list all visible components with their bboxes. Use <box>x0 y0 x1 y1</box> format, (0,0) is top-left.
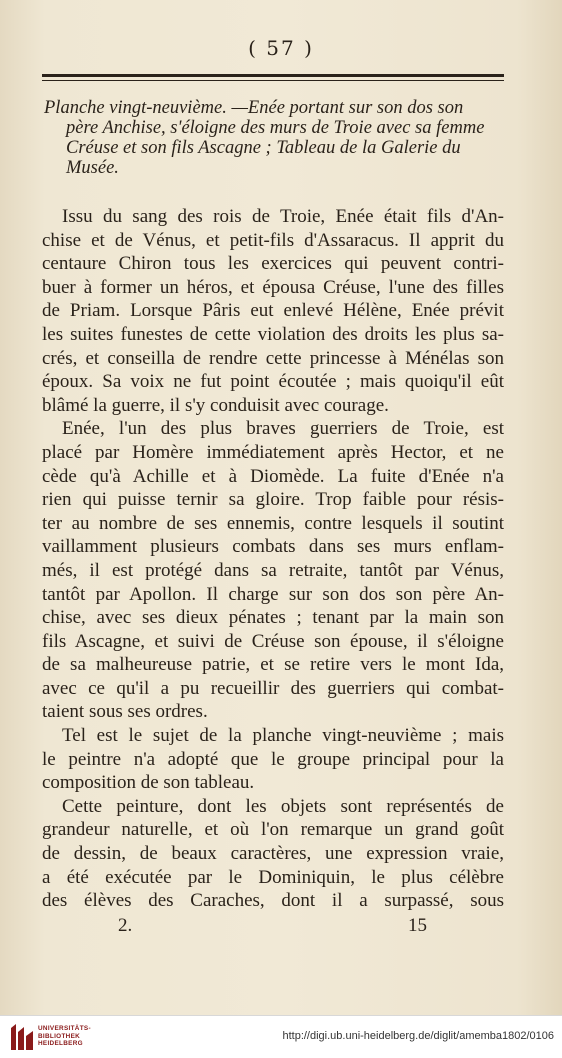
text-line: cède qu'à Achille et à Diomède. La fuite d'Enée n'a <box>42 465 504 487</box>
library-name-line: HEIDELBERG <box>38 1040 83 1048</box>
text-line: centaure Chiron tous les exercices qui peuvent contri- <box>42 253 504 275</box>
signature-mark: 2. <box>118 915 133 936</box>
text-line: fils Ascagne, et suivi de Créuse son épouse, il s'éloigne <box>42 630 504 652</box>
page-footer <box>0 915 562 941</box>
text-line: tantôt par Apollon. Il charge sur son dos son père An- <box>42 583 504 605</box>
text-line: rien qui puisse ternir sa gloire. Trop faible pour résis- <box>42 489 504 511</box>
text-line: de sa malheureuse patrie, et se retire vers le mont Ida, <box>42 654 504 676</box>
text-line: ter au nombre de ses ennemis, contre lesquels il soutint <box>42 512 504 534</box>
header-rule-thin <box>42 80 504 81</box>
text-line: taient sous ses ordres. <box>42 701 208 723</box>
text-line: vaillamment plusieurs combats dans ses murs enflam- <box>42 536 504 558</box>
body-text <box>42 205 504 913</box>
caption-line: père Anchise, s'éloigne des murs de Troie avec sa femme <box>66 118 485 138</box>
library-name <box>38 1025 91 1048</box>
text-line: Issu du sang des rois de Troie, Enée était fils d'An- <box>62 206 504 227</box>
text-line: blâmé la guerre, il s'y conduisit avec courage. <box>42 394 389 416</box>
text-line: composition de son tableau. <box>42 772 255 794</box>
page-number: ( 57 ) <box>248 36 314 60</box>
catchword: 15 <box>408 915 427 936</box>
text-line: de Priam. Lorsque Pâris eut enlevé Hélène, Enée prévit <box>42 300 504 322</box>
text-line: a été exécutée par le Dominiquin, le plus célèbre <box>42 866 504 888</box>
text-line: Cette peinture, dont les objets sont représentés de <box>62 795 504 817</box>
text-line: Tel est le sujet de la planche vingt-neuvième ; mais <box>62 725 504 747</box>
library-name-line: BIBLIOTHEK <box>38 1032 81 1040</box>
text-line: buer à former un héros, et épousa Créuse, l'une des filles <box>42 276 504 298</box>
text-line: des élèves des Caraches, dont il a surpassé, sous <box>42 890 504 912</box>
caption-line: Musée. <box>66 158 119 178</box>
university-library-logo-icon <box>8 1022 36 1052</box>
header-rule-thick <box>42 74 504 77</box>
text-line: grandeur naturelle, et où l'on remarque un grand goût <box>42 819 504 841</box>
viewer-bar <box>0 1015 562 1058</box>
library-name-line: UNIVERSITÄTS- <box>38 1025 91 1032</box>
caption-line: Planche vingt-neuvième. —Enée portant sur son dos son <box>44 98 464 118</box>
text-line: placé par Homère immédiatement après Hector, et ne <box>42 441 504 463</box>
caption-line: Créuse et son fils Ascagne ; Tableau de la Galerie du <box>66 138 461 158</box>
text-line: époux. Sa voix ne fut point écoutée ; mais quoiqu'il eût <box>42 371 504 393</box>
text-line: chise et de Vénus, et petit-fils d'Assaracus. Il apprit du <box>42 229 504 251</box>
text-line: crés, et conseilla de rendre cette princesse à Ménélas son <box>42 347 504 369</box>
text-line: les suites funestes de cette violation des droits les plus sa- <box>42 323 504 345</box>
text-line: chise, avec ses dieux pénates ; tenant par la main son <box>42 607 504 629</box>
text-line: de dessin, de beaux caractères, une expression vraie, <box>42 843 504 865</box>
permalink-url[interactable]: http://digi.ub.uni-heidelberg.de/diglit/amemba1802/0106 <box>282 1030 554 1042</box>
plate-caption <box>44 98 504 178</box>
text-line: més, il est protégé dans sa retraite, tantôt par Vénus, <box>42 559 504 581</box>
text-line: le peintre n'a adopté que le groupe principal pour la <box>42 748 504 770</box>
text-line: Enée, l'un des plus braves guerriers de Troie, est <box>62 418 504 440</box>
text-line: avec ce qu'il a pu recueillir des guerriers qui combat- <box>42 677 504 699</box>
